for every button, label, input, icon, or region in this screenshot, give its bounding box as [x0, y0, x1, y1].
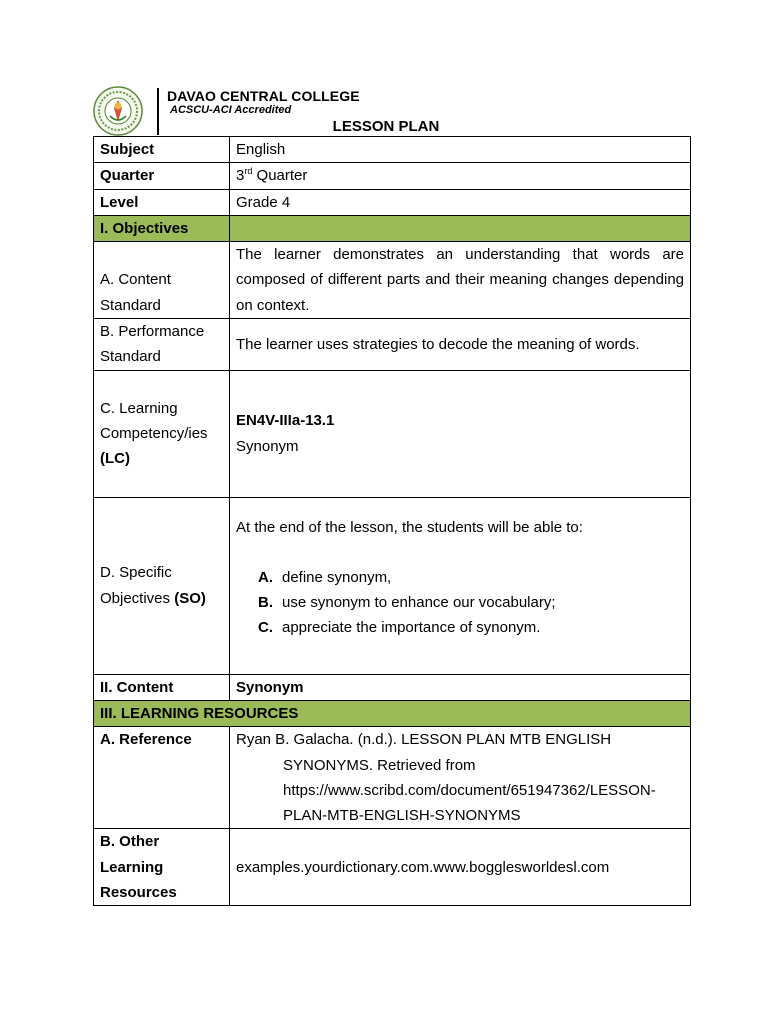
table-row-content-standard — [94, 242, 691, 319]
table-row-learning-competency — [94, 370, 691, 497]
section-row-objectives — [94, 215, 691, 241]
lesson-plan-table — [93, 136, 691, 906]
objectives-heading-blank — [230, 215, 691, 241]
quarter-label: Quarter — [94, 163, 230, 189]
competency-code: EN4V-IIIa-13.1 — [236, 412, 335, 430]
quarter-value: 3rd Quarter — [230, 163, 691, 189]
content-label: II. Content — [94, 674, 230, 700]
performance-standard-label: B. Performance Standard — [94, 319, 230, 371]
reference-label: A. Reference — [94, 727, 230, 829]
table-row-content — [94, 674, 691, 700]
specific-objectives-label: D. Specific Objectives (SO) — [94, 497, 230, 674]
table-row-specific-objectives — [94, 497, 691, 674]
college-name: DAVAO CENTRAL COLLEGE — [167, 88, 360, 104]
subject-label: Subject — [94, 137, 230, 163]
level-label: Level — [94, 189, 230, 215]
content-standard-label: A. Content Standard — [94, 242, 230, 319]
table-row-quarter — [94, 163, 691, 189]
specific-objectives-value — [230, 497, 691, 674]
content-standard-value: The learner demonstrates an understanding that words are composed of different parts and their meaning changes depending on context. — [230, 242, 691, 319]
learning-resources-heading: III. LEARNING RESOURCES — [94, 700, 691, 726]
learning-competency-label: C. Learning Competency/ies (LC) — [94, 370, 230, 497]
accreditation-text: ACSCU-ACI Accredited — [170, 104, 292, 116]
section-row-learning-resources — [94, 700, 691, 726]
table-row-level — [94, 189, 691, 215]
document-header — [91, 86, 691, 136]
content-value: Synonym — [230, 674, 691, 700]
performance-standard-value: The learner uses strategies to decode the meaning of words. — [230, 319, 691, 371]
document-title: LESSON PLAN — [332, 118, 440, 135]
table-row-performance-standard — [94, 319, 691, 371]
other-resources-label: B. Other Learning Resources — [94, 829, 230, 906]
table-row-other-resources — [94, 829, 691, 906]
level-value: Grade 4 — [230, 189, 691, 215]
objectives-intro: At the end of the lesson, the students will be able to: — [236, 518, 583, 536]
list-item: A. define synonym, — [258, 568, 392, 586]
table-row-reference — [94, 727, 691, 829]
table-row-subject — [94, 137, 691, 163]
reference-value: Ryan B. Galacha. (n.d.). LESSON PLAN MTB ENGLISH SYNONYMS. Retrieved from https://www.scribd.com/document/651947362/LESSON-PLAN-MTB-ENGLISH-SYNONYMS — [230, 727, 691, 829]
other-resources-value: examples.yourdictionary.com.www.bogglesworldesl.com — [230, 829, 691, 906]
objectives-heading: I. Objectives — [94, 215, 230, 241]
objectives-list — [236, 565, 684, 641]
learning-competency-value — [230, 370, 691, 497]
subject-value: English — [230, 137, 691, 163]
list-item: C. appreciate the importance of synonym. — [258, 619, 541, 637]
competency-topic: Synonym — [236, 437, 299, 455]
list-item: B. use synonym to enhance our vocabulary; — [258, 594, 556, 612]
